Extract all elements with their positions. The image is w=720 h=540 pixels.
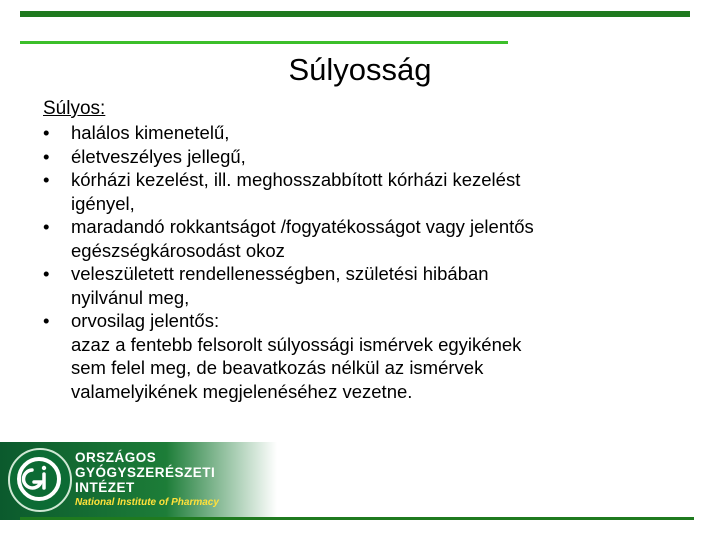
list-item-text-continued: egészségkárosodást okoz bbox=[71, 239, 285, 261]
list-item bbox=[43, 215, 683, 262]
logo-line: INTÉZET bbox=[75, 480, 135, 495]
list-item bbox=[43, 262, 683, 309]
logo-line: GYÓGYSZERÉSZETI bbox=[75, 465, 216, 480]
bullet-icon: • bbox=[43, 263, 50, 284]
slide-title: Súlyosság bbox=[288, 52, 432, 87]
bottom-green-bar bbox=[20, 517, 694, 520]
list-item-text: orvosilag jelentős: bbox=[71, 310, 220, 331]
logo-line: ORSZÁGOS bbox=[75, 450, 157, 465]
list-item-text-continued: nyilvánul meg, bbox=[71, 286, 190, 308]
list-item bbox=[43, 309, 683, 333]
logo-text bbox=[75, 450, 215, 495]
continuation-line: azaz a fentebb felsorolt súlyossági ismérvek egyikének bbox=[71, 333, 522, 355]
bullet-icon: • bbox=[43, 169, 50, 190]
list-item-text: halálos kimenetelű, bbox=[71, 122, 230, 143]
list-item bbox=[43, 168, 683, 215]
logo-subtitle: National Institute of Pharmacy bbox=[75, 497, 219, 508]
bullet-icon: • bbox=[43, 216, 50, 237]
list-item-text: életveszélyes jellegű, bbox=[71, 145, 246, 167]
bullet-icon: • bbox=[43, 122, 50, 143]
list-item bbox=[43, 121, 683, 145]
bullet-icon: • bbox=[43, 145, 50, 167]
list-item-text-continued: igényel, bbox=[71, 192, 135, 214]
title-underline-bar bbox=[20, 41, 508, 44]
top-green-bar bbox=[20, 11, 690, 17]
continuation-line: sem felel meg, de beavatkozás nélkül az ismérvek bbox=[71, 357, 484, 378]
list-item bbox=[43, 145, 683, 169]
list-item-text: kórházi kezelést, ill. meghosszabbított kórházi kezelést bbox=[71, 169, 521, 190]
section-heading: Súlyos: bbox=[43, 98, 106, 119]
list-item-text: maradandó rokkantságot /fogyatékosságot vagy jelentős bbox=[71, 216, 534, 237]
bullet-icon: • bbox=[43, 310, 50, 331]
bullet-list bbox=[43, 121, 683, 403]
ogyi-logo-icon bbox=[12, 452, 66, 506]
continuation-line: valamelyikének megjelenéséhez vezetne. bbox=[71, 380, 413, 402]
list-item-text: veleszületett rendellenességben, születési hibában bbox=[71, 263, 489, 284]
